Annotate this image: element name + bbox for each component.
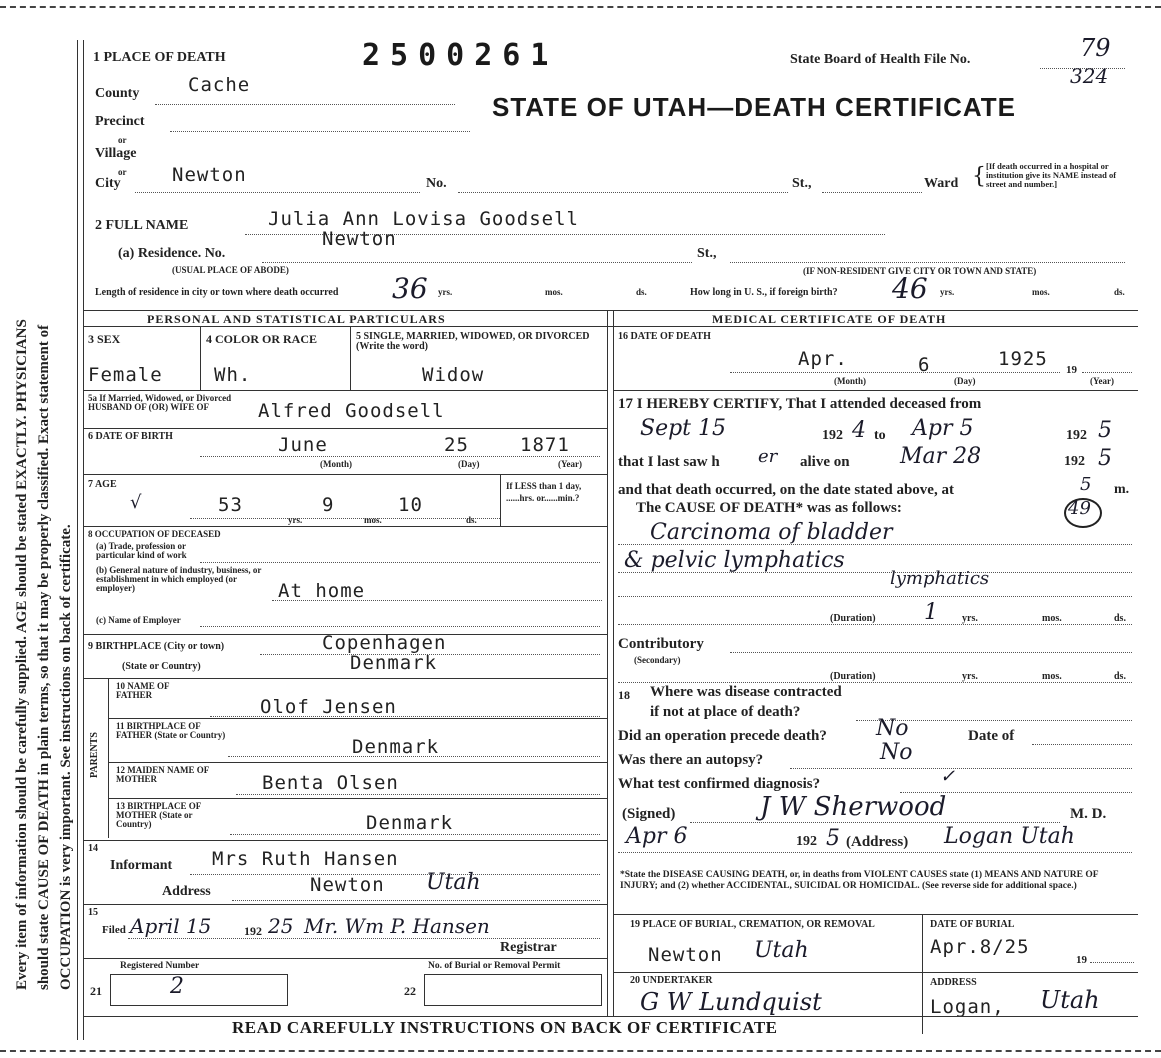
filed-date: April 15	[130, 914, 212, 938]
contrib-ds: ds.	[1114, 671, 1126, 682]
dod-year-caption: (Year)	[1090, 376, 1114, 386]
grid-line	[84, 310, 1138, 311]
filed-by: Mr. Wm P. Hansen	[304, 914, 490, 938]
dod-label: 16 DATE OF DEATH	[618, 331, 711, 342]
death-occurred-label: and that death occurred, on the date stated above, at	[618, 482, 954, 498]
occupation-value: At home	[278, 580, 366, 602]
burial-permit-box	[424, 974, 602, 1006]
informant-label: Informant	[110, 858, 173, 873]
m-label: m.	[1114, 482, 1130, 497]
registrar-label: Registrar	[500, 940, 557, 955]
age-mos-caption: mos.	[364, 515, 382, 525]
residence-label: (a) Residence. No.	[118, 246, 226, 261]
age-label: 7 AGE	[88, 479, 117, 490]
father-label: 10 NAME OF FATHER	[116, 681, 170, 700]
city-value: Newton	[172, 164, 247, 186]
column-divider-inner	[613, 310, 614, 1016]
md-label: M. D.	[1070, 806, 1107, 822]
age-days: 10	[398, 494, 423, 516]
filed-label: Filed	[102, 924, 126, 936]
duration-ds: ds.	[1114, 613, 1126, 624]
burial-permit-label: No. of Burial or Removal Permit	[428, 961, 561, 971]
birthplace-label: 9 BIRTHPLACE (City or town)	[88, 641, 225, 652]
autopsy-label: Was there an autopsy?	[618, 752, 764, 768]
dob-day: 25	[444, 434, 469, 456]
item-15: 15	[88, 907, 98, 918]
last-saw-year-prefix: 192	[1064, 454, 1085, 469]
item-22: 22	[404, 984, 416, 998]
alive-on-label: alive on	[800, 454, 850, 470]
us-residence-years: 46	[892, 272, 928, 305]
undertaker-address: Logan,	[930, 996, 1005, 1018]
death-time: 5	[1080, 474, 1092, 495]
cause-line-2: & pelvic lymphatics	[624, 548, 845, 573]
age-ds-caption: ds.	[466, 515, 477, 525]
birthplace-city: Copenhagen	[322, 632, 447, 654]
dod-year: 1925	[998, 348, 1048, 370]
duration-mos: mos.	[1042, 613, 1062, 624]
dod-day: 6	[918, 354, 931, 376]
informant-address-hand: Utah	[426, 870, 481, 895]
from-year-prefix: 192	[822, 428, 843, 443]
age-months: 9	[322, 494, 335, 516]
sex-label: 3 SEX	[88, 332, 121, 346]
mother-label: 12 MAIDEN NAME OF MOTHER	[116, 765, 209, 784]
occupation-label: 8 OCCUPATION OF DECEASED	[88, 529, 221, 539]
occupation-b-label: (b) General nature of industry, business, or establishment in which employed (or employer)	[96, 565, 262, 593]
village-label: Village	[95, 146, 137, 161]
dod-month-caption: (Month)	[834, 376, 866, 386]
occupation-a-label: (a) Trade, profession or particular kind of work	[96, 541, 187, 560]
to-year-prefix: 192	[1066, 428, 1087, 443]
less-than-day-label: If LESS than 1 day, ......hrs. or......min.?	[506, 481, 582, 503]
or-1: or	[118, 135, 127, 145]
physician-address-label: (Address)	[846, 834, 909, 850]
hospital-note: [If death occurred in a hospital or institution give its NAME instead of street and number.]	[986, 161, 1117, 189]
medical-heading: MEDICAL CERTIFICATE OF DEATH	[712, 312, 947, 326]
yrs-1: yrs.	[438, 287, 453, 297]
dod-19: 19	[1066, 364, 1077, 376]
operation-value: No	[876, 716, 909, 741]
secondary-caption: (Secondary)	[634, 655, 681, 665]
informant-value: Mrs Ruth Hansen	[212, 848, 399, 870]
burial-19: 19	[1076, 954, 1087, 966]
burial-place-value: Newton	[648, 944, 723, 966]
attended-to-date: Apr 5	[912, 416, 974, 441]
last-saw-her: er	[758, 446, 778, 467]
frame-left-inner	[83, 40, 84, 1040]
brace-icon: {	[972, 164, 986, 189]
contrib-duration-caption: (Duration)	[830, 671, 876, 682]
yrs-2: yrs.	[940, 287, 955, 297]
attended-from-date: Sept 15	[640, 416, 727, 441]
us-residence-label: How long in U. S., if foreign birth?	[690, 287, 838, 298]
footer-instructions: READ CAREFULLY INSTRUCTIONS ON BACK OF CERTIFICATE	[232, 1018, 778, 1037]
item-21: 21	[90, 984, 102, 998]
residence-street-label: St.,	[697, 246, 717, 261]
to-label: to	[874, 428, 886, 443]
dob-day-caption: (Day)	[458, 459, 480, 469]
test-value: ✓	[940, 766, 956, 787]
item-14: 14	[88, 843, 98, 854]
ds-1: ds.	[636, 287, 647, 297]
cause-label: The CAUSE OF DEATH* was as follows:	[636, 500, 902, 516]
county-value: Cache	[188, 74, 251, 96]
contrib-yrs: yrs.	[962, 671, 978, 682]
age-years: 53	[218, 494, 243, 516]
mother-value: Benta Olsen	[262, 772, 399, 794]
file-number-label: State Board of Health File No.	[790, 52, 971, 67]
undertaker-value: G W Lundquist	[640, 988, 822, 1016]
spouse-value: Alfred Goodsell	[258, 400, 445, 422]
file-number-bottom: 324	[1070, 64, 1109, 88]
city-label: City	[95, 176, 121, 191]
residence-value: Newton	[322, 228, 397, 250]
test-label: What test confirmed diagnosis?	[618, 776, 821, 792]
marital-value: Widow	[422, 364, 485, 386]
mother-birthplace-value: Denmark	[366, 812, 454, 834]
street-label: St.,	[792, 176, 812, 191]
place-of-death-label: 1 PLACE OF DEATH	[93, 50, 226, 65]
frame-bottom	[0, 1050, 1161, 1052]
age-check: √	[130, 492, 142, 513]
county-label: County	[95, 86, 140, 101]
undertaker-label: 20 UNDERTAKER	[630, 975, 713, 986]
duration-caption: (Duration)	[830, 613, 876, 624]
physician-address: Logan Utah	[944, 824, 1075, 849]
last-saw-year: 5	[1098, 446, 1112, 471]
autopsy-value: No	[880, 740, 913, 765]
birthplace-country: Denmark	[350, 652, 438, 674]
burial-date-value: Apr.8/25	[930, 936, 1030, 958]
dob-year: 1871	[520, 434, 570, 456]
filed-year: 25	[268, 914, 294, 938]
state-country-caption: (State or Country)	[122, 661, 201, 672]
dob-year-caption: (Year)	[558, 459, 582, 469]
length-residence-label: Length of residence in city or town where death occurred	[95, 287, 339, 298]
mother-birthplace-label: 13 BIRTHPLACE OF MOTHER (State or Country)	[116, 801, 201, 829]
signed-date: Apr 6	[626, 824, 688, 849]
registered-number-box	[110, 974, 288, 1006]
father-value: Olof Jensen	[260, 696, 397, 718]
registered-number-value: 2	[170, 974, 184, 999]
cause-footnote: *State the DISEASE CAUSING DEATH, or, in deaths from VIOLENT CAUSES state (1) MEANS AND NATURE OF INJURY; and (2) whether ACCIDENTAL, SUICIDAL OR HOMICIDAL. (See reverse side for additional space.)	[620, 870, 1099, 891]
filed-year-prefix: 192	[244, 924, 262, 938]
certificate-number: 2500261	[362, 38, 559, 73]
nonresident-note: (IF NON-RESIDENT GIVE CITY OR TOWN AND STATE)	[803, 266, 1037, 276]
length-residence-years: 36	[392, 272, 428, 305]
mos-1: mos.	[545, 287, 563, 297]
employer-label: (c) Name of Employer	[96, 615, 181, 625]
date-of-label: Date of	[968, 728, 1015, 744]
age-yrs-caption: yrs.	[288, 515, 303, 525]
signed-year-prefix: 192	[796, 834, 817, 849]
signed-label: (Signed)	[622, 806, 676, 822]
parents-label: PARENTS	[89, 732, 100, 778]
no-label: No.	[426, 176, 447, 191]
contracted-label-1: Where was disease contracted	[650, 684, 842, 700]
contrib-mos: mos.	[1042, 671, 1062, 682]
undertaker-address-hand: Utah	[1040, 986, 1100, 1014]
marital-label: 5 SINGLE, MARRIED, WIDOWED, OR DIVORCED (Write the word)	[356, 331, 590, 352]
certify-label: 17 I HEREBY CERTIFY, That I attended deceased from	[618, 396, 982, 412]
item-18: 18	[618, 688, 630, 702]
or-2: or	[118, 167, 127, 177]
ward-label: Ward	[924, 176, 959, 191]
margin-instruction-3: OCCUPATION is very important. See instructions on back of certificate.	[58, 524, 74, 990]
frame-left	[77, 40, 78, 1040]
usual-abode-note: (USUAL PLACE OF ABODE)	[172, 265, 289, 275]
dod-day-caption: (Day)	[954, 376, 976, 386]
personal-heading: PERSONAL AND STATISTICAL PARTICULARS	[147, 312, 446, 326]
burial-place-label: 19 PLACE OF BURIAL, CREMATION, OR REMOVAL	[630, 919, 875, 930]
full-name-label: 2 FULL NAME	[95, 218, 189, 233]
color-value: Wh.	[214, 364, 252, 386]
signed-year: 5	[826, 826, 840, 851]
dob-month-caption: (Month)	[320, 459, 352, 469]
last-saw-label: that I last saw h	[618, 454, 720, 470]
operation-label: Did an operation precede death?	[618, 728, 827, 744]
dod-month: Apr.	[798, 348, 848, 370]
duration-value: 1	[924, 600, 938, 625]
contracted-label-2: if not at place of death?	[650, 704, 801, 720]
sex-value: Female	[88, 364, 163, 386]
precinct-label: Precinct	[95, 114, 145, 129]
file-number-top: 79	[1080, 34, 1111, 62]
spouse-label: 5a If Married, Widowed, or Divorced HUSBAND OF (OR) WIFE OF	[88, 393, 232, 412]
registered-number-label: Registered Number	[120, 961, 200, 971]
mos-2: mos.	[1032, 287, 1050, 297]
informant-address: Newton	[310, 874, 385, 896]
from-year: 4	[852, 418, 866, 443]
margin-instruction-1: Every item of information should be carefully supplied. AGE should be stated EXACTLY. PHYSICIANS	[14, 319, 30, 990]
duration-yrs: yrs.	[962, 613, 978, 624]
dob-month: June	[278, 434, 328, 456]
informant-address-label: Address	[162, 884, 211, 899]
margin-instruction-2: should state CAUSE OF DEATH in plain terms, so that it may be properly classified. Exact statement of	[36, 324, 52, 990]
full-name-value: Julia Ann Lovisa Goodsell	[268, 208, 579, 230]
cause-line-1: Carcinoma of bladder	[650, 520, 893, 545]
ds-2: ds.	[1114, 287, 1125, 297]
frame-top	[0, 6, 1161, 8]
dob-label: 6 DATE OF BIRTH	[88, 431, 173, 442]
to-year: 5	[1098, 418, 1112, 443]
physician-signature: J W Sherwood	[760, 792, 947, 822]
last-saw-date: Mar 28	[900, 444, 982, 469]
cause-line-3: lymphatics	[890, 568, 990, 589]
column-divider	[607, 310, 608, 1016]
cause-code: 49	[1068, 498, 1091, 519]
certificate-title: STATE OF UTAH—DEATH CERTIFICATE	[492, 92, 1016, 122]
undertaker-address-label: ADDRESS	[930, 977, 977, 988]
burial-place-hand: Utah	[754, 938, 809, 963]
father-birthplace-value: Denmark	[352, 736, 440, 758]
burial-date-label: DATE OF BURIAL	[930, 919, 1015, 930]
color-label: 4 COLOR OR RACE	[206, 332, 318, 346]
father-birthplace-label: 11 BIRTHPLACE OF FATHER (State or Country)	[116, 721, 226, 740]
contributory-label: Contributory	[618, 636, 704, 652]
